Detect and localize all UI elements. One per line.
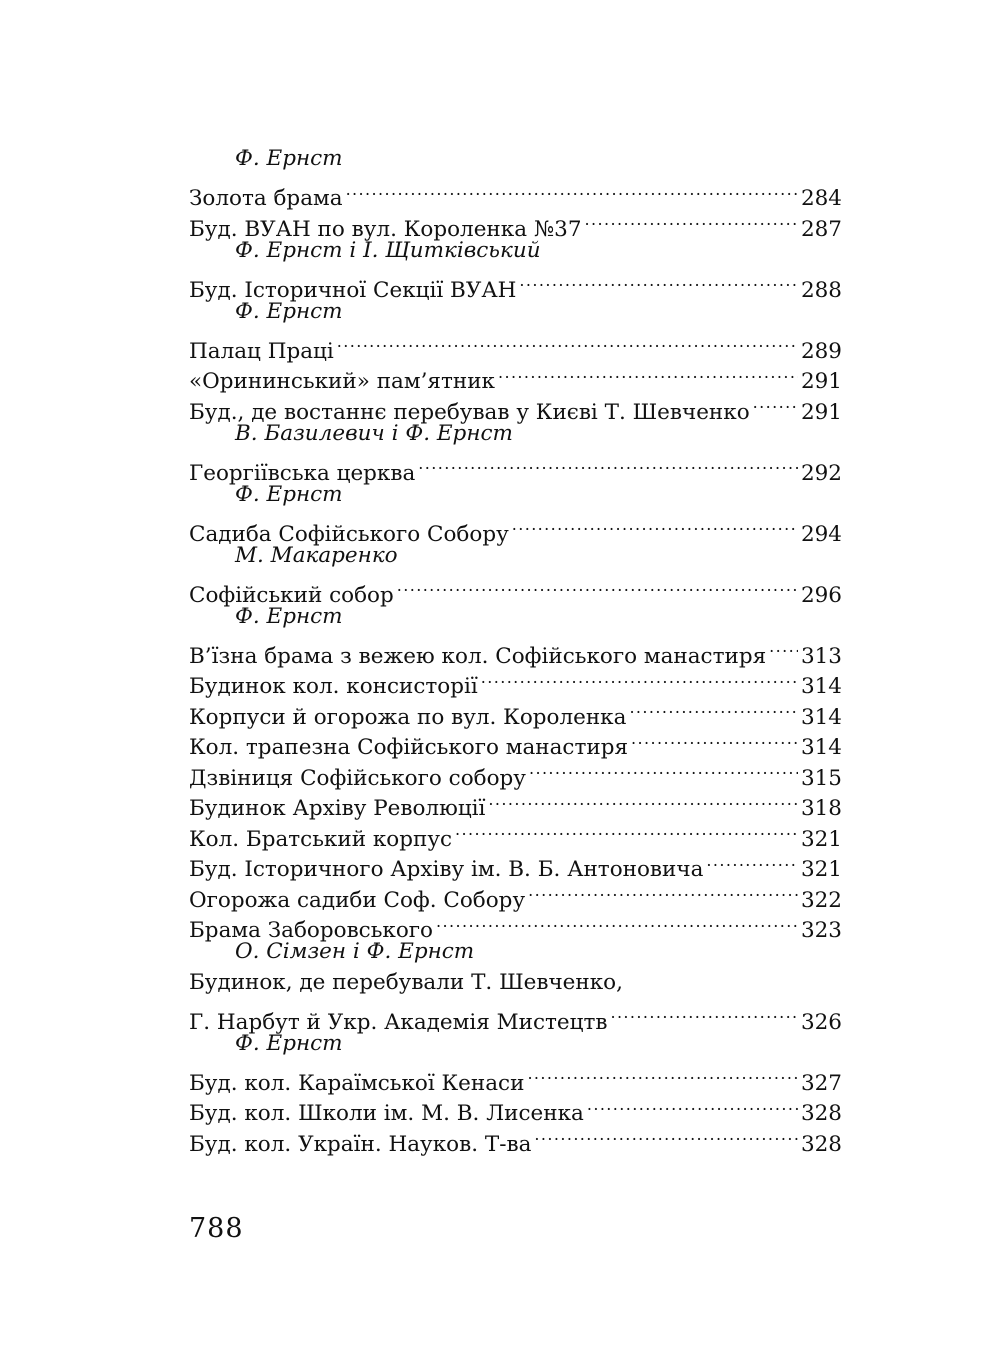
toc-entry-page: 296 [800, 582, 842, 608]
toc-entry-title: Огорожа садиби Соф. Собору [189, 887, 526, 913]
dot-leader [527, 1059, 798, 1090]
toc-entry-page: 327 [800, 1070, 842, 1096]
dot-leader [753, 388, 798, 419]
toc-entry-title: Садиба Софійського Собору [189, 521, 509, 547]
dot-leader [488, 785, 798, 816]
toc-entry [189, 693, 842, 730]
toc-entry-title: Будинок кол. консисторії [189, 674, 478, 699]
toc-entry [189, 1059, 842, 1096]
toc-entry-title: Брама Заборовського [189, 918, 434, 943]
dot-leader [610, 998, 798, 1029]
dot-leader [455, 815, 798, 846]
toc-entry [189, 754, 842, 791]
toc-entry [189, 907, 842, 943]
toc-entry-page: 318 [800, 796, 842, 821]
page-number: 788 [189, 1213, 244, 1244]
toc-entry [189, 205, 842, 242]
toc-entry-title: «Орининський» пам’ятник [189, 369, 495, 394]
toc-entry-title: Буд. Історичної Секції ВУАН [189, 277, 517, 303]
dot-leader [528, 876, 798, 907]
dot-leader [346, 175, 798, 206]
toc-entry-title: Георгіївська церква [189, 460, 416, 486]
toc-entry-title: В’їзна брама з вежею кол. Софійського манастиря [189, 643, 767, 669]
toc-entry-page: 314 [800, 735, 842, 760]
toc-entry [189, 327, 842, 364]
toc-entry [189, 1090, 842, 1126]
dot-leader [587, 1090, 798, 1121]
toc-entry-page: 291 [800, 369, 842, 394]
toc-entry-page: 291 [800, 399, 842, 425]
toc-entry-title: Кол. трапезна Софійського манастиря [189, 735, 629, 760]
dot-leader [529, 754, 798, 785]
dot-leader [481, 663, 798, 694]
toc-entry [189, 175, 842, 211]
toc-entry-title: Дзвіниця Софійського собору [189, 765, 526, 791]
toc-entry-title: Буд. кол. Школи ім. М. В. Лисенка [189, 1101, 584, 1126]
toc-entry [189, 785, 842, 821]
toc-entry [189, 876, 842, 913]
toc-entry-title: Палац Праці [189, 338, 334, 364]
toc-author: Ф. Ернст [235, 146, 343, 171]
toc-author: В. Базилевич і Ф. Ернст [235, 420, 513, 446]
toc-entry-page: 321 [800, 857, 842, 882]
toc-entry-page: 289 [800, 338, 842, 364]
toc-entry-page: 328 [800, 1101, 842, 1126]
toc-entry-page: 288 [800, 277, 842, 303]
dot-leader [629, 693, 798, 724]
toc-entry [189, 998, 842, 1035]
toc-entry-page: 292 [800, 460, 842, 486]
toc-entry-title: Буд. кол. Україн. Науков. Т-ва [189, 1131, 532, 1157]
toc-entry-title: Буд. ВУАН по вул. Короленка №37 [189, 216, 582, 242]
toc-entry [189, 663, 842, 699]
toc-entry-title: Буд. Історичного Архіву ім. В. Б. Антоновича [189, 857, 704, 882]
toc-entry [189, 388, 842, 425]
toc-entry-title: Корпуси й огорожа по вул. Короленка [189, 704, 627, 730]
toc-entry [189, 632, 842, 669]
dot-leader [418, 449, 798, 480]
toc-entry-page: 315 [800, 765, 842, 791]
toc-author: Ф. Ернст і І. Щитківський [235, 237, 541, 263]
dot-leader [519, 266, 798, 297]
toc-entry [189, 266, 842, 303]
toc-entry [189, 510, 842, 547]
toc-entry-page: 287 [800, 216, 842, 242]
toc-entry-page: 323 [800, 918, 842, 943]
dot-leader [585, 205, 798, 236]
dot-leader [706, 846, 798, 877]
toc-entry-title: Буд., де востаннє перебував у Києві Т. Шевченко [189, 399, 750, 425]
dot-leader [769, 632, 798, 663]
toc-entry-title: Буд. кол. Караїмської Кенаси [189, 1070, 525, 1096]
toc-author: Ф. Ернст [235, 298, 343, 324]
toc-entry-page: 328 [800, 1131, 842, 1157]
toc-author: Ф. Ернст [235, 1030, 343, 1056]
toc-entry [189, 724, 842, 760]
toc-entry [189, 571, 842, 608]
toc-entry-page: 314 [800, 674, 842, 699]
toc-entry-page: 284 [800, 186, 842, 211]
toc-entry-title: Г. Нарбут й Укр. Академія Мистецтв [189, 1009, 608, 1035]
toc-entry-title: Софійський собор [189, 582, 394, 608]
toc-entry-title-line: Будинок, де перебували Т. Шевченко, [189, 969, 623, 995]
dot-leader [631, 724, 798, 755]
toc-author: Ф. Ернст [235, 481, 343, 507]
toc-entry-page: 321 [800, 826, 842, 852]
toc-entry-page: 314 [800, 704, 842, 730]
table-of-contents [189, 144, 842, 1157]
dot-leader [337, 327, 798, 358]
toc-entry-page: 322 [800, 887, 842, 913]
toc-entry [189, 1120, 842, 1157]
toc-entry-page: 313 [800, 643, 842, 669]
toc-entry [189, 358, 842, 394]
toc-entry-title: Кол. Братський корпус [189, 826, 453, 852]
dot-leader [534, 1120, 798, 1151]
toc-author: М. Макаренко [235, 542, 398, 568]
dot-leader [397, 571, 798, 602]
dot-leader [512, 510, 798, 541]
toc-author: О. Сімзен і Ф. Ернст [235, 939, 475, 964]
toc-entry [189, 815, 842, 852]
toc-entry [189, 449, 842, 486]
dot-leader [436, 907, 798, 938]
toc-entry-page: 294 [800, 521, 842, 547]
toc-entry [189, 846, 842, 882]
toc-entry-page: 326 [800, 1009, 842, 1035]
toc-author: Ф. Ернст [235, 603, 343, 629]
toc-entry-title: Золота брама [189, 186, 343, 211]
dot-leader [498, 358, 798, 389]
toc-entry-title: Будинок Архіву Революції [189, 796, 486, 821]
